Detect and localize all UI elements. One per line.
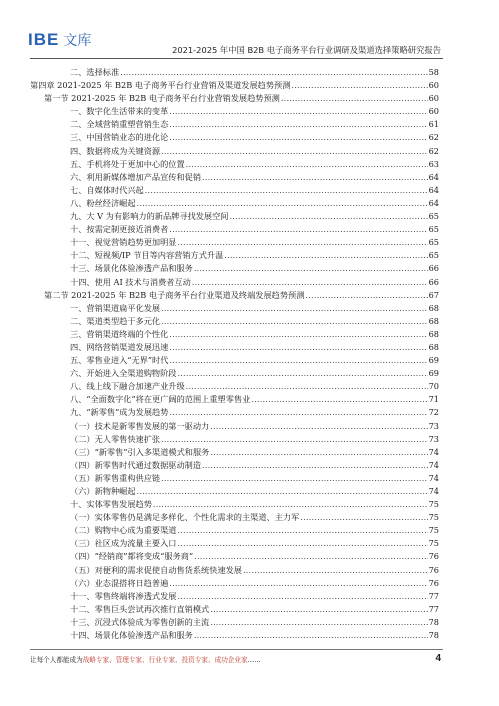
toc-entry-page: 76 (428, 564, 439, 575)
toc-leader-dots (177, 367, 427, 380)
toc-leader-dots (202, 459, 428, 472)
toc-entry-page: 65 (428, 224, 439, 235)
toc-entry[interactable] (30, 498, 439, 511)
toc-entry[interactable] (30, 249, 439, 262)
toc-entry[interactable] (30, 511, 439, 524)
toc-entry-label: 六、利用新媒体增加产品宣传和促销 (70, 171, 202, 182)
toc-entry-label: 十一、零售终端将渗透式发展 (70, 590, 177, 601)
toc-entry[interactable] (30, 223, 439, 236)
toc-leader-dots (153, 498, 428, 511)
toc-leader-dots (177, 524, 427, 537)
toc-entry-page: 76 (428, 577, 439, 588)
toc-entry-page: 69 (428, 355, 439, 366)
toc-entry-label: 十一、视觉营销趋势更加明显 (70, 237, 177, 248)
toc-leader-dots (169, 118, 427, 131)
toc-leader-dots (243, 564, 428, 577)
toc-entry-page: 73 (428, 420, 439, 431)
toc-entry[interactable] (30, 171, 439, 184)
toc-leader-dots (224, 249, 427, 262)
toc-entry-label: 十四、使用 AI 技术与消费者互动 (70, 276, 191, 287)
toc-leader-dots (161, 145, 428, 158)
toc-entry-label: 一、数字化生活带来的变革 (70, 106, 169, 117)
toc-entry-label: 第二节 2021-2025 年 B2B 电子商务平台行业渠道及终端发展趋势预测 (44, 289, 305, 300)
toc-entry-label: （四）“经销商”都将变成“服务商” (70, 551, 194, 562)
toc-entry-label: 十二、零售巨头尝试再次推行直销模式 (70, 603, 210, 614)
toc-leader-dots (281, 92, 428, 105)
toc-entry-page: 69 (428, 368, 439, 379)
toc-leader-dots (161, 302, 428, 315)
footer-slogan-tail: …… (247, 656, 261, 664)
toc-entry[interactable] (30, 184, 439, 197)
toc-entry-label: （一）实体零售仍是满足多样化、个性化需求的主渠道、主力军 (70, 512, 300, 523)
toc-leader-dots (305, 289, 427, 302)
toc-entry-label: 十、按需定制更接近消费者 (70, 224, 169, 235)
toc-entry[interactable] (30, 79, 439, 92)
toc-entry-page: 78 (428, 630, 439, 641)
toc-entry[interactable] (30, 341, 439, 354)
toc-leader-dots (251, 393, 427, 406)
toc-entry-label: 八、粉丝经济崛起 (70, 197, 136, 208)
toc-leader-dots (137, 485, 428, 498)
toc-entry[interactable] (30, 485, 439, 498)
toc-entry-label: （二）无人零售快速扩张 (70, 433, 161, 444)
toc-entry-page: 64 (428, 171, 439, 182)
toc-leader-dots (169, 354, 427, 367)
toc-leader-dots (210, 616, 427, 629)
toc-leader-dots (210, 420, 427, 433)
toc-entry-label: （三）社区成为流量主要入口 (70, 538, 177, 549)
toc-entry-label: 第一节 2021-2025 年 B2B 电子商务平台行业营销发展趋势预测 (44, 93, 280, 104)
toc-leader-dots (169, 328, 427, 341)
toc-entry[interactable] (30, 236, 439, 249)
toc-entry-page: 65 (428, 237, 439, 248)
toc-entry-page: 68 (428, 302, 439, 313)
toc-entry-page: 67 (428, 289, 439, 300)
footer-slogan-lead: 让每个人都能成为 (30, 656, 83, 664)
logo-mark: IBE (28, 30, 60, 49)
toc-entry[interactable] (30, 446, 439, 459)
toc-leader-dots (177, 590, 427, 603)
toc-leader-dots (161, 472, 428, 485)
toc-leader-dots (210, 603, 427, 616)
document-title: 2021-2025 年中国 B2B 电子商务平台行业调研及渠道选择策略研究报告 (172, 45, 441, 55)
toc-leader-dots (186, 380, 428, 393)
toc-entry-label: 二、全域营销重塑营销生态 (70, 119, 169, 130)
toc-entry-label: 二、选择标准 (70, 67, 120, 77)
toc-entry-page: 75 (428, 538, 439, 549)
toc-entry[interactable] (30, 590, 439, 603)
toc-entry-page: 68 (428, 341, 439, 352)
toc-entry[interactable] (30, 367, 439, 380)
toc-entry-label: 十二、短视频/IP 节目等内容营销方式升温 (70, 250, 224, 261)
toc-entry-label: 三、中国营销业态的进化论 (70, 132, 169, 143)
toc-entry-page: 65 (428, 211, 439, 222)
header-divider (30, 58, 443, 59)
footer-divider (30, 649, 443, 650)
toc-entry-page: 60 (428, 106, 439, 117)
toc-entry[interactable] (30, 406, 439, 419)
toc-leader-dots (169, 406, 427, 419)
toc-entry-label: 一、营销渠道扁平化发展 (70, 302, 161, 313)
toc-entry[interactable] (30, 577, 439, 590)
toc-entry[interactable] (30, 289, 439, 302)
toc-entry[interactable] (30, 524, 439, 537)
toc-entry-page: 74 (428, 459, 439, 470)
toc-entry-page: 58 (428, 67, 439, 77)
toc-entry-page: 68 (428, 315, 439, 326)
toc-leader-dots (169, 131, 427, 144)
logo (28, 30, 91, 50)
toc-entry[interactable] (30, 197, 439, 210)
toc-entry-label: 五、零售业进入“无界”时代 (70, 355, 169, 366)
toc-entry[interactable] (30, 354, 439, 367)
toc-leader-dots (169, 105, 427, 118)
toc-entry-label: （四）新零售时代通过数据驱动制造 (70, 459, 202, 470)
logo-text: 文库 (63, 33, 92, 49)
toc-entry-page: 66 (428, 263, 439, 274)
toc-entry[interactable] (30, 276, 439, 289)
toc-entry-page: 74 (428, 446, 439, 457)
toc-entry-label: （一）技术是新零售发展的第一驱动力 (70, 420, 210, 431)
toc-entry[interactable] (30, 472, 439, 485)
toc-entry-page: 78 (428, 616, 439, 627)
toc-entry-page: 76 (428, 551, 439, 562)
toc-entry[interactable] (30, 603, 439, 616)
toc-entry-page: 62 (428, 145, 439, 156)
toc-entry-label: 四、数据将成为关键资源 (70, 145, 161, 156)
toc-entry-page: 75 (428, 512, 439, 523)
toc-leader-dots (194, 262, 428, 275)
footer-slogan (30, 654, 261, 664)
toc-entry-label: 八、“全面数字化”将在更广阔的范围上重塑零售业 (70, 394, 251, 405)
toc-leader-dots (177, 537, 427, 550)
toc-entry-page: 70 (428, 381, 439, 392)
toc-entry[interactable] (30, 302, 439, 315)
toc-entry-page: 64 (428, 197, 439, 208)
toc-entry[interactable] (30, 537, 439, 550)
toc-leader-dots (169, 577, 427, 590)
toc-entry-page: 64 (428, 184, 439, 195)
toc-entry-page: 66 (428, 276, 439, 287)
table-of-contents (30, 66, 439, 642)
toc-entry-label: 十三、场景化体验渗透产品和服务 (70, 263, 193, 274)
toc-entry[interactable] (30, 118, 439, 131)
toc-leader-dots (161, 433, 428, 446)
toc-entry-label: （六）新物种崛起 (70, 486, 136, 496)
toc-leader-dots (169, 223, 427, 236)
toc-entry-page: 75 (428, 499, 439, 510)
toc-entry[interactable] (30, 105, 439, 118)
toc-entry[interactable] (30, 131, 439, 144)
toc-entry-label: 九、“新零售”成为发展趋势 (70, 407, 169, 418)
toc-entry[interactable] (30, 420, 439, 433)
toc-entry-label: 八、线上线下融合加速产业升级 (70, 381, 185, 392)
toc-entry-page: 72 (428, 407, 439, 418)
toc-entry-page: 77 (428, 590, 439, 601)
toc-leader-dots (177, 236, 427, 249)
toc-entry-page: 62 (428, 132, 439, 143)
toc-entry[interactable] (30, 210, 439, 223)
toc-entry-page: 74 (428, 486, 439, 496)
toc-leader-dots (145, 184, 428, 197)
toc-leader-dots (137, 197, 428, 210)
toc-leader-dots (202, 171, 428, 184)
toc-entry[interactable] (30, 66, 439, 79)
toc-entry[interactable] (30, 393, 439, 406)
toc-entry-label: 九、大 V 为有影响力的新品牌寻找发展空间 (70, 211, 229, 222)
toc-entry-page: 63 (428, 158, 439, 169)
toc-entry[interactable] (30, 262, 439, 275)
toc-entry-label: 四、网络营销渠道发展迅速 (70, 341, 169, 352)
toc-entry-page: 60 (428, 93, 439, 104)
toc-entry-page: 75 (428, 525, 439, 536)
toc-entry-label: 五、手机将处于更加中心的位置 (70, 158, 185, 169)
page-header (0, 0, 499, 62)
toc-entry[interactable] (30, 459, 439, 472)
toc-leader-dots (186, 158, 428, 171)
toc-leader-dots (192, 276, 428, 289)
toc-entry[interactable] (30, 564, 439, 577)
toc-entry[interactable] (30, 145, 439, 158)
toc-entry[interactable] (30, 158, 439, 171)
toc-leader-dots (120, 66, 427, 79)
toc-entry-label: （三）“新零售”引入多渠道模式和服务 (70, 446, 210, 457)
toc-leader-dots (230, 210, 428, 223)
toc-entry[interactable] (30, 92, 439, 105)
toc-entry-page: 74 (428, 472, 439, 483)
toc-leader-dots (291, 79, 427, 92)
toc-entry[interactable] (30, 433, 439, 446)
toc-entry-label: 十、实体零售发展趋势 (70, 499, 152, 510)
toc-entry-label: 三、营销渠道终端的个性化 (70, 328, 169, 339)
toc-entry-label: 七、自媒体时代兴起 (70, 184, 144, 195)
toc-entry-label: 六、开始进入全渠道购物阶段 (70, 368, 177, 379)
toc-entry-page: 73 (428, 433, 439, 444)
toc-entry-page: 77 (428, 603, 439, 614)
toc-entry-page: 65 (428, 250, 439, 261)
toc-entry-label: 十四、场景化体验渗透产品和服务 (70, 630, 193, 641)
toc-entry-label: 二、渠道类型趋于多元化 (70, 315, 161, 326)
toc-leader-dots (194, 550, 427, 563)
toc-leader-dots (194, 629, 428, 642)
toc-entry[interactable] (30, 629, 439, 642)
toc-entry-label: （五）对便利的需求促使自动售货系统快速发展 (70, 564, 242, 575)
toc-leader-dots (169, 341, 427, 354)
toc-leader-dots (161, 315, 428, 328)
toc-entry-page: 71 (428, 394, 439, 405)
toc-entry-page: 68 (428, 328, 439, 339)
toc-leader-dots (210, 446, 427, 459)
toc-entry-label: （六）业态混搭将日趋普遍 (70, 577, 169, 588)
toc-leader-dots (300, 511, 427, 524)
toc-entry-label: 第四章 2021-2025 年 B2B 电子商务平台行业营销及渠道发展趋势预测 (30, 80, 291, 91)
page-number: 4 (435, 653, 441, 664)
toc-entry-label: （二）购物中心成为重要渠道 (70, 525, 177, 536)
toc-entry-label: （五）新零售重构供应链 (70, 472, 161, 483)
toc-entry-page: 61 (428, 119, 439, 130)
toc-entry[interactable] (30, 315, 439, 328)
toc-entry[interactable] (30, 550, 439, 563)
toc-entry-label: 十三、沉浸式体验成为零售创新的主流 (70, 616, 210, 627)
toc-entry[interactable] (30, 380, 439, 393)
toc-entry[interactable] (30, 616, 439, 629)
footer-slogan-highlight: 战略专家、管理专家、行业专家、投资专家、成功企业家 (82, 656, 248, 664)
toc-entry[interactable] (30, 328, 439, 341)
toc-entry-page: 60 (428, 80, 439, 91)
